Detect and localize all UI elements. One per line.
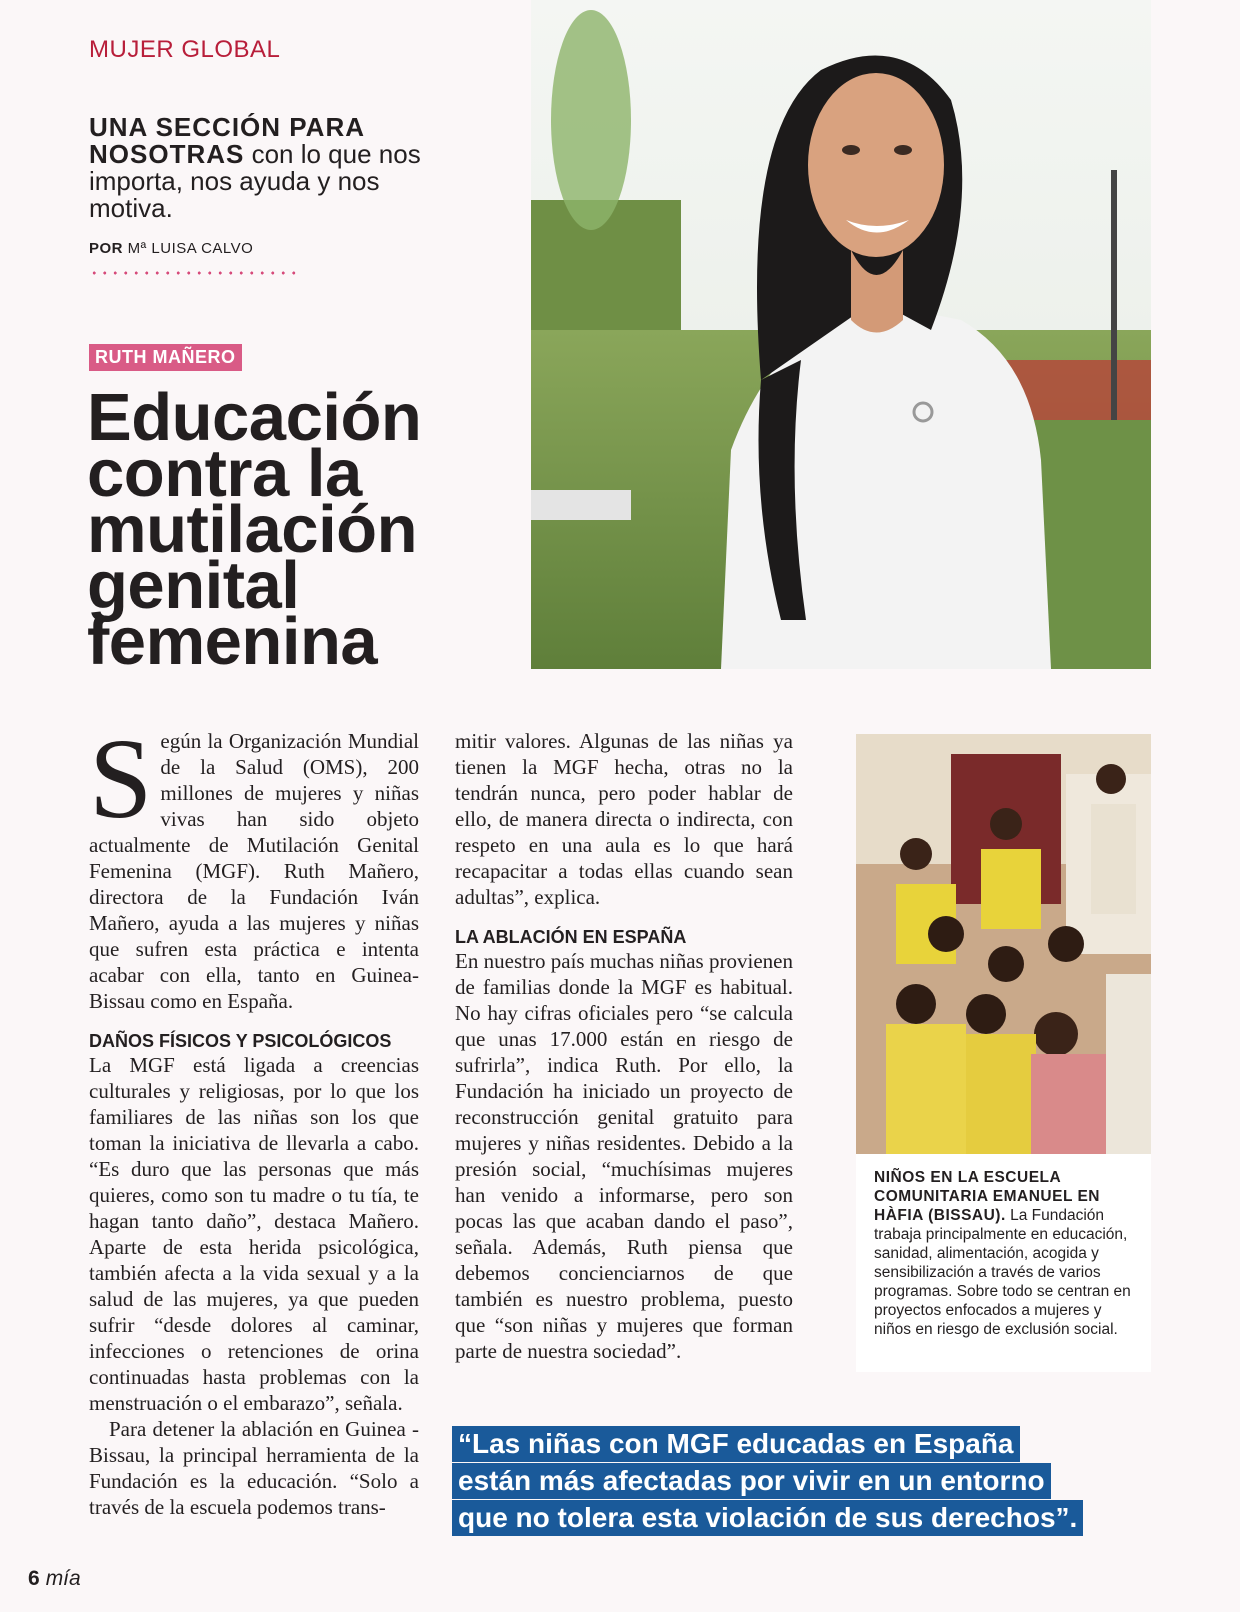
pull-quote-line-2: están más afectadas por vivir en un entorno (452, 1463, 1051, 1499)
page-number: 6 (28, 1567, 40, 1590)
portrait-photo (531, 0, 1151, 669)
byline (89, 240, 253, 257)
magazine-name: mía (45, 1567, 81, 1590)
paragraph-educacion: Para detener la ablación en Guinea -Bissau, la principal herramienta de la Fundación es la educación. “Solo a través de la escuela podemos trans- (89, 1417, 419, 1519)
dotted-divider (89, 271, 299, 275)
photo-caption (856, 1154, 1151, 1372)
pull-quote-line-1: “Las niñas con MGF educadas en España (452, 1426, 1020, 1462)
byline-author: Mª LUISA CALVO (123, 240, 254, 257)
intro-rest: con lo que nos importa, nos ayuda y nos motiva. (89, 139, 421, 223)
caption-bold: NIÑOS EN LA ESCUELA COMUNITARIA EMANUEL EN HÀFIA (BISSAU). (874, 1169, 1100, 1224)
headline: Educación contra la mutilación genital femenina (87, 380, 422, 679)
intro-bold: UNA SECCIÓN PARA NOSOTRAS (89, 112, 365, 169)
paragraph-espana: En nuestro país muchas niñas provienen de familias donde la MGF es habitual. No hay cifras oficiales pero “se calcula que unas 17.000 están en riesgo de sufrirla”, indica Ruth. Por ello, la Fundación ha iniciado un proyecto de reconstrucción genital gratuito para mujeres y niñas residentes. Debido a la presión social, “muchísimas mujeres han venido a informarse, pero son pocas las que acaban dando el paso”, señala. Además, Ruth piensa que debemos concienciarnos de que también es nuestro problema, puesto que “son niñas y mujeres que forman parte de nuestra sociedad”. (455, 949, 793, 1363)
byline-label: POR (89, 240, 124, 257)
article-column-2 (455, 728, 793, 1364)
subheading-ablacion: LA ABLACIÓN EN ESPAÑA (455, 927, 687, 947)
paragraph-continued: mitir valores. Algunas de las niñas ya tienen la MGF hecha, otras no la tendrán nunca, pero poder hablar de ello, de manera directa o indirecta, con respeto en una aula es lo que hará recapacitar a todas ellas cuando sean adultas”, explica. (455, 729, 793, 909)
pull-quote-line-3: que no tolera esta violación de sus derechos”. (452, 1500, 1083, 1536)
school-children-photo (856, 734, 1151, 1154)
section-label: MUJER GLOBAL (89, 36, 281, 63)
paragraph-intro: egún la Organización Mundial de la Salud (OMS), 200 millones de mujeres y niñas vivas han sido objeto actualmente de Mutilación Genital Femenina (MGF). Ruth Mañero, directora de la Fundación Iván Mañero, ayuda a las mujeres y niñas que sufren esta práctica e intenta acabar con ella, tanto en Guinea-Bissau como en España. (89, 729, 419, 1013)
paragraph-danos: La MGF está ligada a creencias culturales y religiosas, por lo que los familiares de las niñas son los que toman la iniciativa de llevarla a cabo. “Es duro que las personas que más quieres, como son tu madre o tu tía, te hagan tanto daño”, destaca Mañero. Aparte de esta herida psicológica, también afecta a la vida sexual y a la salud de las mujeres, ya que pueden sufrir “desde dolores al caminar, infecciones o retenciones de orina continuadas hasta problemas con la menstruación o el embarazo”, señala. (89, 1053, 419, 1415)
article-column-1 (89, 715, 419, 1520)
caption-text: La Fundación trabaja principalmente en educación, sanidad, alimentación, acogida y sensibilización a través de varios programas. Sobre todo se centran en proyectos enfocados a mujeres y niños en riesgo de exclusión social. (874, 1207, 1131, 1338)
page-footer (28, 1567, 81, 1591)
name-tag: RUTH MAÑERO (89, 344, 242, 371)
drop-cap: S (89, 715, 153, 842)
intro-text (89, 114, 429, 222)
subheading-danos: DAÑOS FÍSICOS Y PSICOLÓGICOS (89, 1031, 392, 1051)
pull-quote (452, 1426, 1152, 1537)
